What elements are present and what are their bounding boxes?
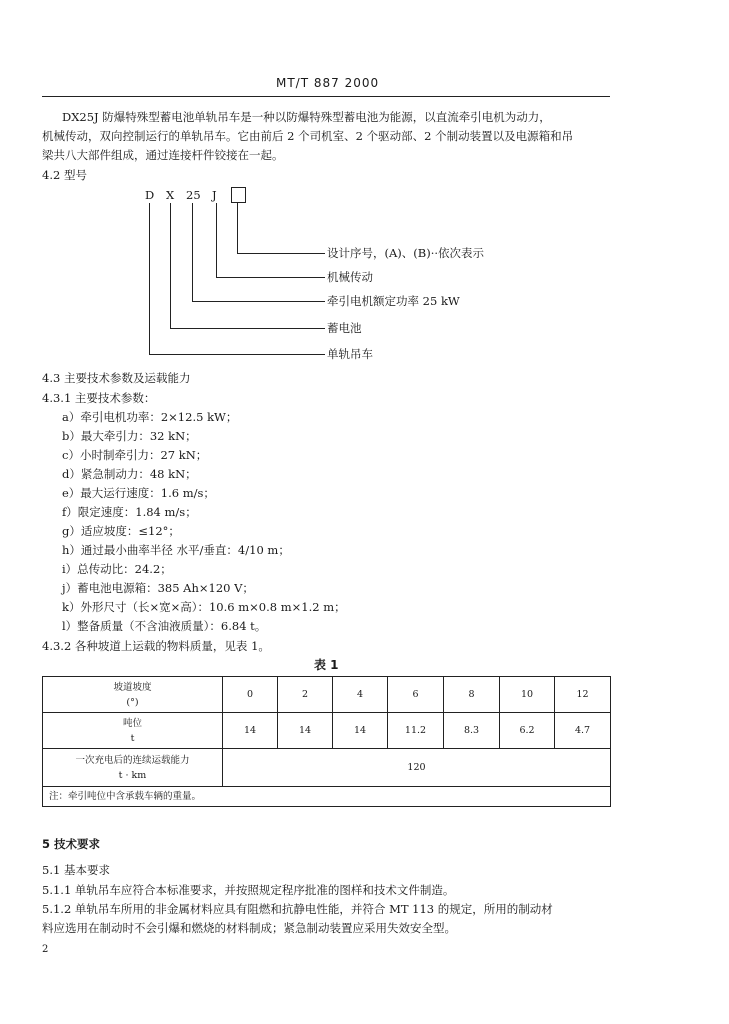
load-table <box>42 676 611 807</box>
table-cell: 12 <box>555 677 611 713</box>
table-cell: 4.7 <box>555 713 611 749</box>
param-item: e）最大运行速度：1.6 m/s； <box>62 486 215 500</box>
header-code: MT/T 887 2000 <box>276 76 380 90</box>
connector-horizontal <box>149 354 325 355</box>
param-item: k）外形尺寸（长×宽×高）：10.6 m×0.8 m×1.2 m； <box>62 600 346 614</box>
section5-p512-line2: 料应选用在制动时不会引爆和燃烧的材料制成；紧急制动装置应采用失效安全型。 <box>42 921 456 935</box>
table-caption: 表 1 <box>314 658 339 672</box>
section5-sub: 5.1 基本要求 <box>42 863 110 877</box>
connector-horizontal <box>237 253 325 254</box>
param-item: a）牵引电机功率：2×12.5 kW； <box>62 410 238 424</box>
table-cell: 14 <box>223 713 278 749</box>
param-item: g）适应坡度：≤12°； <box>62 524 180 538</box>
header-rule <box>42 96 610 97</box>
connector-vertical <box>192 203 193 301</box>
connector-horizontal <box>216 277 325 278</box>
param-item: l）整备质量（不含油液质量）：6.84 t。 <box>62 619 267 633</box>
table-row <box>43 749 611 787</box>
param-item: f）限定速度：1.84 m/s； <box>62 505 197 519</box>
table-cell: 10 <box>500 677 555 713</box>
model-label-battery: 蓄电池 <box>327 321 362 335</box>
table-cell-capacity: 120 <box>223 749 611 787</box>
table-cell: 14 <box>278 713 333 749</box>
table-cell: 6.2 <box>500 713 555 749</box>
params-heading: 4.3 主要技术参数及运载能力 <box>42 371 191 385</box>
model-label-design-seq: 设计序号，(A)、(B)··依次表示 <box>327 246 485 260</box>
intro-line-2: 机械传动，双向控制运行的单轨吊车。它由前后 2 个司机室、2 个驱动部、2 个制动装置以及电源箱和吊 <box>42 129 574 143</box>
section5-heading: 5 技术要求 <box>42 837 101 851</box>
table-row <box>43 677 611 713</box>
param-item: i）总传动比：24.2； <box>62 562 172 576</box>
model-heading: 4.2 型号 <box>42 168 87 182</box>
page-number: 2 <box>42 944 49 955</box>
table-cell: 11.2 <box>388 713 444 749</box>
row-label-slope: 坡道坡度 (°) <box>43 677 223 713</box>
model-label-mech-drive: 机械传动 <box>327 270 373 284</box>
param-item: j）蓄电池电源箱：385 Ah×120 V； <box>62 581 254 595</box>
model-letter-j: J <box>212 188 217 202</box>
table-cell: 6 <box>388 677 444 713</box>
param-item: h）通过最小曲率半径 水平/垂直：4/10 m； <box>62 543 290 557</box>
param-item: b）最大牵引力：32 kN； <box>62 429 197 443</box>
model-letter-d: D <box>145 188 155 202</box>
table-cell: 4 <box>333 677 388 713</box>
model-letter-x: X <box>166 188 175 202</box>
model-label-monorail: 单轨吊车 <box>327 347 373 361</box>
param-item: d）紧急制动力：48 kN； <box>62 467 197 481</box>
model-label-motor-power: 牵引电机额定功率 25 kW <box>327 294 460 308</box>
table-cell: 0 <box>223 677 278 713</box>
table-cell: 8 <box>444 677 500 713</box>
param-item: c）小时制牵引力：27 kN； <box>62 448 208 462</box>
row-label-capacity: 一次充电后的连续运载能力 t · km <box>43 749 223 787</box>
table-cell: 14 <box>333 713 388 749</box>
table-note: 注：牵引吨位中含承载车辆的重量。 <box>43 787 611 807</box>
table-row <box>43 787 611 807</box>
table-cell: 2 <box>278 677 333 713</box>
connector-vertical <box>149 203 150 354</box>
connector-vertical <box>170 203 171 328</box>
table-row <box>43 713 611 749</box>
load-heading: 4.3.2 各种坡道上运载的物料质量，见表 1。 <box>42 639 270 653</box>
connector-horizontal <box>192 301 325 302</box>
row-label-tonnage: 吨位 t <box>43 713 223 749</box>
model-letter-25: 25 <box>186 188 201 202</box>
connector-vertical <box>216 203 217 277</box>
connector-vertical <box>237 203 238 253</box>
intro-line-3: 梁共八大部件组成，通过连接杆件铰接在一起。 <box>42 148 284 162</box>
section5-p511: 5.1.1 单轨吊车应符合本标准要求，并按照规定程序批准的图样和技术文件制造。 <box>42 883 455 897</box>
connector-horizontal <box>170 328 325 329</box>
table-cell: 8.3 <box>444 713 500 749</box>
intro-line-1: DX25J 防爆特殊型蓄电池单轨吊车是一种以防爆特殊型蓄电池为能源，以直流牵引电机为动力， <box>62 110 551 124</box>
model-box <box>231 187 246 203</box>
section5-p512-line1: 5.1.2 单轨吊车所用的非金属材料应具有阻燃和抗静电性能，并符合 MT 113 的规定，所用的制动材 <box>42 902 553 916</box>
params-sub-heading: 4.3.1 主要技术参数： <box>42 391 156 405</box>
